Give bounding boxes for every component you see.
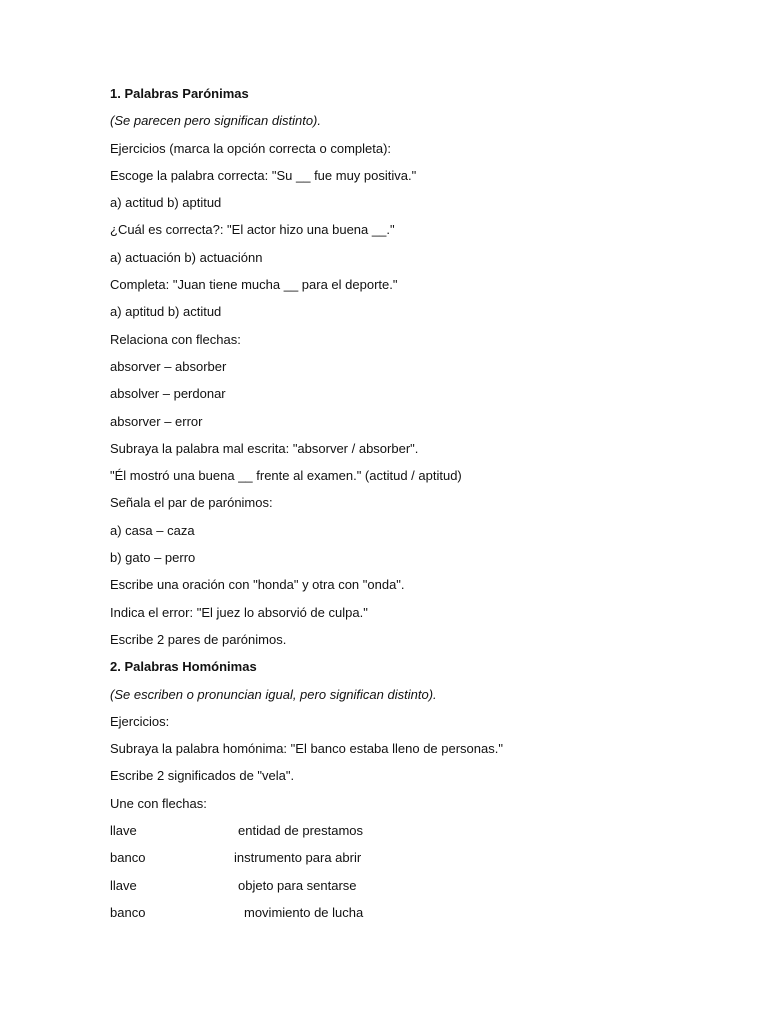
section1-line: Subraya la palabra mal escrita: "absorver / absorber". (110, 440, 419, 456)
section2-line: Subraya la palabra homónima: "El banco estaba lleno de personas." (110, 741, 503, 757)
section1-line: a) actuación b) actuaciónn (110, 249, 263, 265)
section1-line: a) actitud b) aptitud (110, 195, 222, 211)
section1-line: Relaciona con flechas: (110, 331, 241, 347)
match-left-word: banco (110, 904, 146, 920)
section1-line: Escribe una oración con "honda" y otra con "onda". (110, 577, 405, 593)
section1-line: "Él mostró una buena __ frente al examen." (actitud / aptitud) (110, 468, 462, 484)
section1-line: Escribe 2 pares de parónimos. (110, 631, 287, 647)
match-pair-row (110, 877, 730, 895)
section1-heading: 1. Palabras Parónimas (110, 86, 249, 101)
section1-line: Indica el error: "El juez lo absorvió de culpa." (110, 604, 368, 620)
match-pair-row (110, 822, 730, 840)
section1-line: absorver – absorber (110, 358, 227, 374)
match-left-word: llave (110, 877, 137, 893)
section1-line: a) aptitud b) actitud (110, 304, 222, 320)
match-right-meaning: entidad de prestamos (238, 823, 364, 839)
section1-line: Completa: "Juan tiene mucha __ para el deporte." (110, 277, 398, 293)
section1-line: absolver – perdonar (110, 386, 226, 402)
section2-line: Une con flechas: (110, 795, 207, 811)
section2-heading: 2. Palabras Homónimas (110, 659, 257, 675)
section1-line: Escoge la palabra correcta: "Su __ fue muy positiva." (110, 167, 417, 183)
section2-line: Ejercicios: (110, 713, 170, 729)
section2-line: Escribe 2 significados de "vela". (110, 768, 295, 784)
section1-line: Señala el par de parónimos: (110, 495, 273, 511)
section1-line: Ejercicios (marca la opción correcta o completa): (110, 140, 392, 156)
match-left-word: banco (110, 850, 146, 866)
section1-line: a) casa – caza (110, 522, 195, 538)
section1-line: b) gato – perro (110, 550, 196, 566)
match-pair-row (110, 904, 730, 922)
match-left-word: llave (110, 823, 137, 839)
section2-note: (Se escriben o pronuncian igual, pero significan distinto). (110, 686, 437, 702)
match-pair-row (110, 849, 730, 867)
match-right-meaning: movimiento de lucha (244, 904, 364, 920)
document-page (110, 85, 730, 931)
section1-line: absorver – error (110, 413, 203, 429)
section1-line: ¿Cuál es correcta?: "El actor hizo una buena __." (110, 222, 395, 238)
section1-note: (Se parecen pero significan distinto). (110, 113, 322, 129)
match-right-meaning: objeto para sentarse (238, 877, 357, 893)
match-right-meaning: instrumento para abrir (234, 850, 362, 866)
